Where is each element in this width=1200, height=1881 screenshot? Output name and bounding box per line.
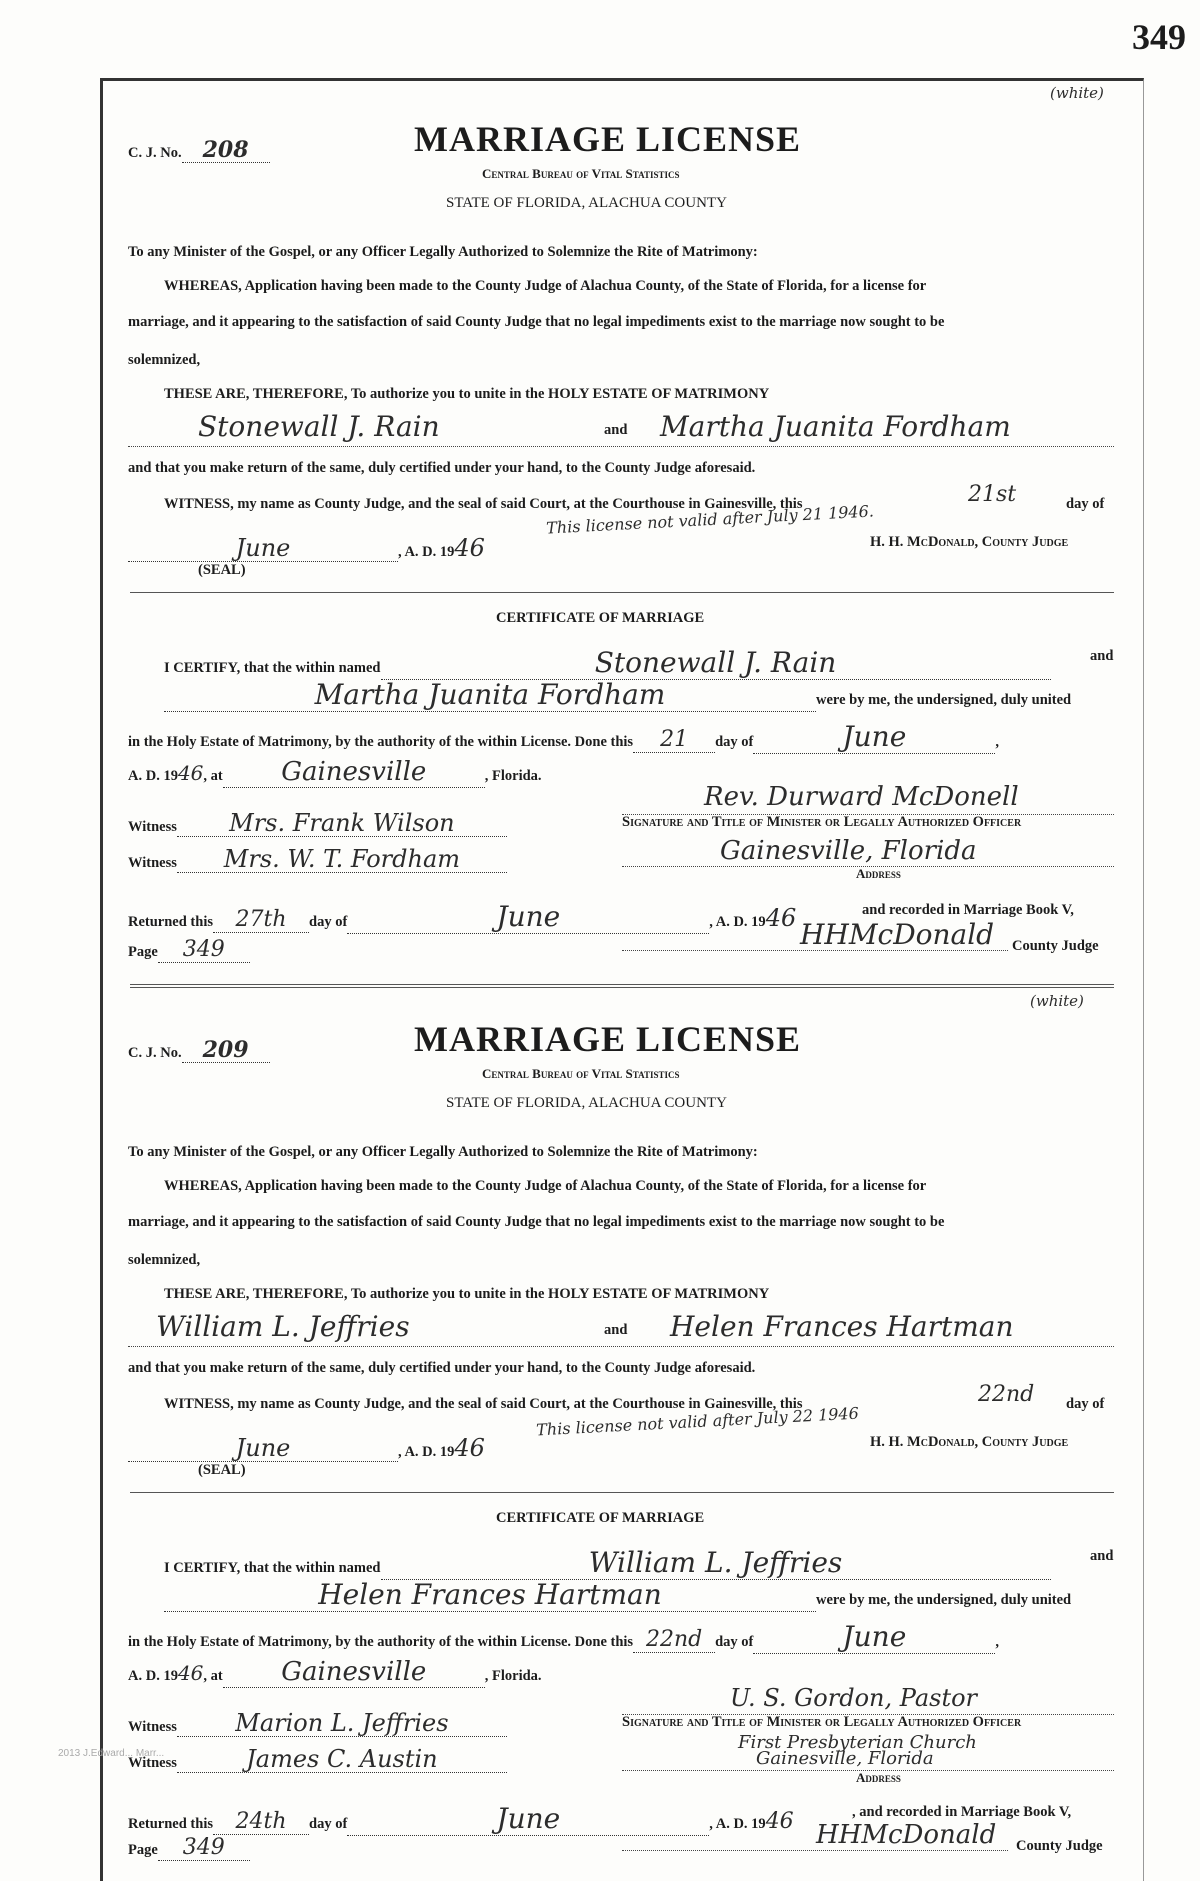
- page-label: Page: [128, 1842, 158, 1858]
- at-label: , at: [203, 768, 223, 784]
- page-field: [128, 1836, 250, 1861]
- license-year: 46: [454, 534, 485, 562]
- validity-note: This license not valid after July 21 1946.: [545, 501, 875, 538]
- done-day-of-label: day of: [715, 1634, 754, 1650]
- state-county: STATE OF FLORIDA, ALACHUA COUNTY: [446, 1095, 727, 1111]
- judge-sig-line: [622, 950, 1008, 951]
- recorded-label: and recorded in Marriage Book V,: [862, 902, 1074, 918]
- recorded-label: , and recorded in Marriage Book V,: [852, 1804, 1072, 1820]
- cj-number: 209: [182, 1038, 270, 1063]
- county-judge-label: County Judge: [1012, 938, 1099, 954]
- return-line: and that you make return of the same, duly certified under your hand, to the County Judge aforesaid.: [128, 460, 756, 476]
- done-month: June: [753, 1622, 995, 1654]
- witness-2-field: [128, 846, 507, 873]
- cj-label: C. J. No.: [128, 1045, 182, 1061]
- ad-label: , A. D. 19: [398, 1444, 455, 1460]
- address-caption: Address: [856, 866, 901, 881]
- minister-address: Gainesville, Florida: [720, 836, 977, 866]
- cj-number-field: [128, 138, 270, 163]
- seal-label: (SEAL): [198, 562, 246, 578]
- seal-label: (SEAL): [198, 1462, 246, 1478]
- cert-bride-name: Martha Juanita Fordham: [164, 680, 816, 712]
- returned-field: [128, 1804, 794, 1836]
- book-page: 349: [158, 1836, 250, 1861]
- witness-1-name: Marion L. Jeffries: [177, 1710, 507, 1737]
- groom-name: Stonewall J. Rain: [198, 410, 440, 443]
- certify-label: I CERTIFY, that the within named: [164, 1560, 381, 1576]
- witness-label: Witness: [128, 855, 177, 871]
- done-year: 46: [177, 761, 204, 785]
- returned-month: June: [347, 1804, 709, 1836]
- race-note: (white): [1050, 84, 1104, 102]
- whereas-line-1: WHEREAS, Application having been made to the County Judge of Alachua County, of the State of Florida, for a license for: [164, 1178, 927, 1194]
- done-day-of-label: day of: [715, 734, 754, 750]
- judge-name: H. H. McDonald, County Judge: [870, 534, 1069, 550]
- witness-label: Witness: [128, 819, 177, 835]
- therefore-line: THESE ARE, THEREFORE, To authorize you to unite in the HOLY ESTATE OF MATRIMONY: [164, 1286, 770, 1302]
- cert-bride-field: [164, 680, 1071, 712]
- certify-field: [164, 1548, 1051, 1580]
- united-label: were by me, the undersigned, duly united: [816, 692, 1072, 708]
- certify-label: I CERTIFY, that the within named: [164, 660, 381, 676]
- whereas-line-2: marriage, and it appearing to the satisfaction of said County Judge that no legal impediments exist to the marriage now sought to be: [128, 1214, 945, 1230]
- day-of-label: day of: [1066, 1396, 1105, 1412]
- cj-number-field: [128, 1038, 270, 1063]
- judge-sig-line: [622, 1850, 1008, 1851]
- at-label: , at: [203, 1668, 223, 1684]
- ad-at-label: A. D. 19: [128, 1668, 178, 1684]
- place-field: [128, 758, 542, 788]
- returned-label: Returned this: [128, 1816, 213, 1832]
- names-underline: [128, 1346, 1114, 1347]
- certificate-title: CERTIFICATE OF MARRIAGE: [496, 610, 705, 626]
- marriage-place: Gainesville: [223, 1658, 485, 1688]
- watermark-footnote: 2013 J.Edward... Marr...: [58, 1748, 165, 1759]
- holy-estate-label: in the Holy Estate of Matrimony, by the authority of the within License. Done this: [128, 734, 634, 750]
- witness-line: WITNESS, my name as County Judge, and the seal of said Court, at the Courthouse in Gainesville, this: [164, 496, 803, 512]
- done-day: 21: [633, 728, 715, 753]
- state-county: STATE OF FLORIDA, ALACHUA COUNTY: [446, 195, 727, 211]
- cert-bride-name: Helen Frances Hartman: [164, 1580, 816, 1612]
- returned-day: 24th: [213, 1810, 309, 1835]
- license-year: 46: [454, 1434, 485, 1462]
- whereas-line-2: marriage, and it appearing to the satisfaction of said County Judge that no legal impediments exist to the marriage now sought to be: [128, 314, 945, 330]
- address-line: To any Minister of the Gospel, or any Officer Legally Authorized to Solemnize the Rite of Matrimony:: [128, 1144, 758, 1160]
- return-line: and that you make return of the same, duly certified under your hand, to the County Judge aforesaid.: [128, 1360, 756, 1376]
- florida-label: , Florida.: [484, 768, 542, 784]
- names-underline: [128, 446, 1114, 447]
- address-line: To any Minister of the Gospel, or any Officer Legally Authorized to Solemnize the Rite of Matrimony:: [128, 244, 758, 260]
- page-number: 349: [1132, 17, 1186, 57]
- minister-caption: Signature and Title of Minister or Legally Authorized Officer: [622, 814, 1022, 830]
- witness-label: Witness: [128, 1719, 177, 1735]
- section-divider: [130, 592, 1114, 593]
- license-month: June: [128, 535, 398, 562]
- race-note: (white): [1030, 992, 1084, 1010]
- returned-day: 27th: [213, 908, 309, 933]
- returned-ad-label: , A. D. 19: [709, 914, 766, 930]
- bride-name: Martha Juanita Fordham: [660, 410, 1011, 443]
- cert-groom-name: Stonewall J. Rain: [381, 648, 1051, 680]
- witness-1-name: Mrs. Frank Wilson: [177, 810, 507, 837]
- witness-1-field: [128, 810, 507, 837]
- cj-number: 208: [182, 138, 270, 163]
- whereas-line-3: solemnized,: [128, 1252, 201, 1268]
- cj-label: C. J. No.: [128, 145, 182, 161]
- witness-line: WITNESS, my name as County Judge, and the seal of said Court, at the Courthouse in Gainesville, this: [164, 1396, 803, 1412]
- minister-signature: Rev. Durward McDonell: [704, 782, 1019, 812]
- marriage-place: Gainesville: [223, 758, 485, 788]
- whereas-line-1: WHEREAS, Application having been made to the County Judge of Alachua County, of the State of Florida, for a license for: [164, 278, 927, 294]
- ad-label: , A. D. 19: [398, 544, 455, 560]
- book-page: 349: [158, 938, 250, 963]
- cert-bride-field: [164, 1580, 1071, 1612]
- license-title: MARRIAGE LICENSE: [414, 1019, 802, 1059]
- place-field: [128, 1658, 542, 1688]
- witness-label: Witness: [128, 1755, 177, 1771]
- license-day: 22nd: [978, 1382, 1035, 1407]
- section-divider: [130, 1492, 1114, 1493]
- returned-label: Returned this: [128, 914, 213, 930]
- county-judge-label: County Judge: [1016, 1838, 1103, 1854]
- judge-signature: HHMcDonald: [800, 918, 995, 951]
- returned-month: June: [347, 902, 709, 934]
- license-divider: [130, 984, 1114, 988]
- month-year-field: [128, 1434, 485, 1462]
- returned-field: [128, 902, 796, 934]
- done-year: 46: [177, 1661, 204, 1685]
- returned-year: 46: [765, 1809, 794, 1834]
- day-of-label: day of: [1066, 496, 1105, 512]
- groom-name: William L. Jeffries: [156, 1310, 410, 1343]
- validity-note: This license not valid after July 22 1946: [535, 1403, 860, 1440]
- returned-year: 46: [765, 904, 797, 932]
- done-field: in the Holy Estate of Matrimony, by the authority of the within License. Done this 21 day of June ,: [128, 720, 999, 753]
- holy-estate-label: in the Holy Estate of Matrimony, by the authority of the within License. Done this: [128, 1634, 634, 1650]
- witness-2-field: [128, 1746, 507, 1773]
- address-caption: Address: [856, 1770, 901, 1785]
- witness-1-field: [128, 1710, 507, 1737]
- done-day: 22nd: [633, 1628, 715, 1653]
- certify-field: [164, 648, 1051, 680]
- returned-day-of-label: day of: [309, 1816, 348, 1832]
- judge-name: H. H. McDonald, County Judge: [870, 1434, 1069, 1450]
- cert-and-label: and: [1090, 1548, 1114, 1564]
- done-month: June: [753, 722, 995, 754]
- license-day: 21st: [968, 482, 1017, 507]
- month-year-field: [128, 534, 485, 562]
- bureau-name: Central Bureau of Vital Statistics: [482, 166, 680, 181]
- and-label: and: [604, 422, 628, 438]
- ad-at-label: A. D. 19: [128, 768, 178, 784]
- minister-caption: Signature and Title of Minister or Legally Authorized Officer: [622, 1714, 1022, 1730]
- and-label: and: [604, 1322, 628, 1338]
- therefore-line: THESE ARE, THEREFORE, To authorize you to unite in the HOLY ESTATE OF MATRIMONY: [164, 386, 770, 402]
- united-label: were by me, the undersigned, duly united: [816, 1592, 1072, 1608]
- bureau-name: Central Bureau of Vital Statistics: [482, 1066, 680, 1081]
- witness-2-name: Mrs. W. T. Fordham: [177, 846, 507, 873]
- witness-2-name: James C. Austin: [177, 1746, 507, 1773]
- license-month: June: [128, 1435, 398, 1462]
- returned-day-of-label: day of: [309, 914, 348, 930]
- florida-label: , Florida.: [484, 1668, 542, 1684]
- minister-address: Gainesville, Florida: [756, 1748, 934, 1769]
- page-field: [128, 938, 250, 963]
- minister-church: First Presbyterian Church: [738, 1732, 977, 1753]
- returned-ad-label: , A. D. 19: [709, 1816, 766, 1832]
- whereas-line-3: solemnized,: [128, 352, 201, 368]
- judge-signature: HHMcDonald: [816, 1820, 997, 1850]
- bride-name: Helen Frances Hartman: [670, 1310, 1014, 1343]
- done-field: in the Holy Estate of Matrimony, by the authority of the within License. Done this 22nd day of June ,: [128, 1620, 999, 1653]
- minister-signature: U. S. Gordon, Pastor: [730, 1684, 978, 1712]
- license-title: MARRIAGE LICENSE: [414, 119, 802, 159]
- cert-and-label: and: [1090, 648, 1114, 664]
- cert-groom-name: William L. Jeffries: [381, 1548, 1051, 1580]
- certificate-title: CERTIFICATE OF MARRIAGE: [496, 1510, 705, 1526]
- page-label: Page: [128, 944, 158, 960]
